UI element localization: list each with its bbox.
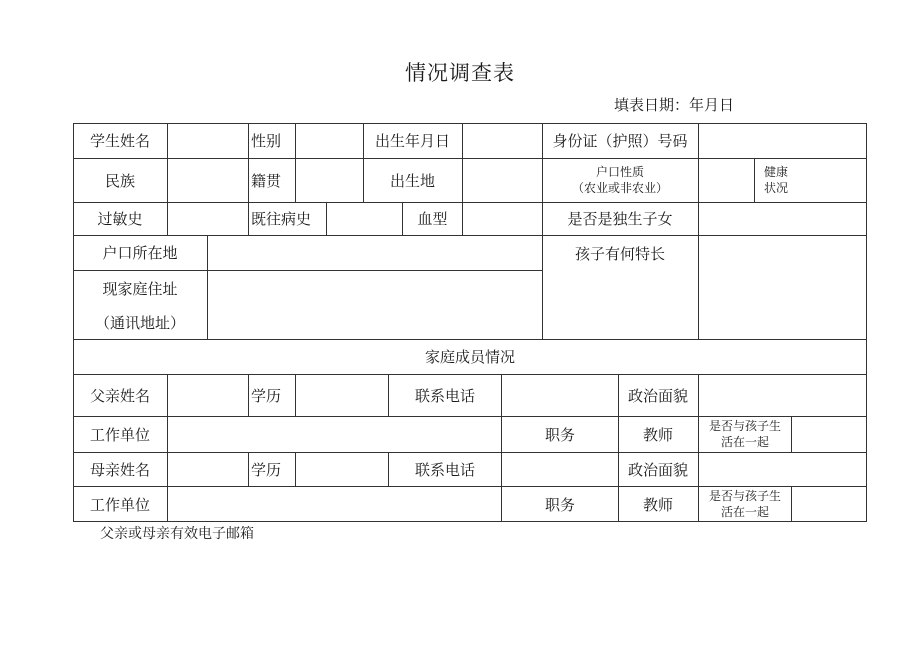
field-father-name[interactable] (168, 374, 248, 416)
field-current-address[interactable] (208, 271, 542, 339)
field-special-skills[interactable] (699, 235, 867, 339)
label-birthplace: 出生地 (389, 171, 435, 190)
mother-live-with-line1: 是否与孩子生 (708, 489, 781, 503)
label-father-phone: 联系电话 (414, 386, 475, 405)
label-father-position: 职务 (544, 425, 575, 444)
label-blood-type: 血型 (417, 210, 448, 228)
label-birth-date: 出生年月日 (374, 132, 450, 150)
field-father-political[interactable] (699, 374, 867, 416)
field-hukou-location[interactable] (208, 235, 542, 270)
label-mother-position: 职务 (544, 495, 575, 514)
field-father-live-with-child[interactable] (792, 416, 867, 452)
field-mother-employer[interactable] (168, 486, 501, 522)
field-native-place[interactable] (296, 158, 363, 202)
field-mother-education[interactable] (296, 452, 388, 486)
label-father-education: 学历 (251, 386, 282, 405)
label-ethnicity: 民族 (104, 171, 135, 190)
label-father-political: 政治面貌 (627, 386, 688, 405)
label-special-skills: 孩子有何特长 (574, 244, 665, 263)
field-birthplace[interactable] (463, 158, 542, 202)
field-only-child[interactable] (699, 202, 867, 235)
label-hukou-nature (542, 158, 698, 202)
footer-email-label: 父亲或母亲有效电子邮箱 (100, 526, 254, 542)
label-mother-name: 母亲姓名 (89, 460, 150, 479)
label-id-number: 身份证（护照）号码 (552, 132, 688, 150)
field-father-education[interactable] (296, 374, 388, 416)
field-id-number[interactable] (699, 123, 867, 158)
form-title: 情况调查表 (405, 61, 515, 85)
label-current-address: 现家庭住址 (102, 279, 178, 298)
label-father-live-with-child (699, 416, 791, 452)
field-blood-type[interactable] (463, 202, 542, 235)
label-mother-phone: 联系电话 (414, 460, 475, 479)
label-mother-political: 政治面貌 (627, 460, 688, 479)
field-father-employer[interactable] (168, 416, 501, 452)
label-only-child: 是否是独生子女 (567, 210, 673, 228)
mother-live-with-line2: 活在一起 (720, 505, 769, 519)
field-medical-history[interactable] (327, 202, 402, 235)
field-father-position[interactable]: 教师 (642, 425, 673, 444)
label-father-employer: 工作单位 (89, 425, 150, 444)
field-gender[interactable] (296, 123, 363, 158)
father-live-with-line1: 是否与孩子生 (708, 419, 781, 433)
hukou-nature-line2: （农业或非农业） (571, 181, 668, 195)
health-line1: 健康 (764, 165, 789, 179)
health-line2: 状况 (764, 181, 789, 195)
field-birth-date[interactable] (463, 123, 542, 158)
field-student-name[interactable] (168, 123, 248, 158)
label-student-name: 学生姓名 (89, 132, 150, 150)
label-mother-live-with-child (699, 486, 791, 522)
section-family-members: 家庭成员情况 (424, 348, 515, 366)
field-mother-name[interactable] (168, 452, 248, 486)
hukou-nature-line1: 户口性质 (595, 165, 644, 179)
field-allergy[interactable] (168, 202, 248, 235)
label-mother-education: 学历 (251, 460, 282, 479)
label-allergy: 过敏史 (97, 210, 143, 228)
survey-table (73, 123, 867, 522)
field-father-phone[interactable] (502, 374, 618, 416)
field-hukou-nature[interactable] (699, 158, 754, 202)
fill-date: 填表日期：年月日 (614, 96, 735, 114)
field-ethnicity[interactable] (168, 158, 248, 202)
field-mother-phone[interactable] (502, 452, 618, 486)
label-gender: 性别 (251, 132, 282, 150)
father-live-with-line2: 活在一起 (720, 435, 769, 449)
field-mother-position[interactable]: 教师 (642, 495, 673, 514)
label-mailing-address: （通讯地址） (94, 313, 185, 332)
field-mother-political[interactable] (699, 452, 867, 486)
label-father-name: 父亲姓名 (89, 386, 150, 405)
label-mother-employer: 工作单位 (89, 495, 150, 514)
label-health (764, 158, 824, 202)
field-mother-live-with-child[interactable] (792, 486, 867, 522)
label-medical-history: 既往病史 (251, 210, 312, 228)
label-hukou-location: 户口所在地 (102, 244, 178, 262)
label-native-place: 籍贯 (251, 171, 282, 190)
